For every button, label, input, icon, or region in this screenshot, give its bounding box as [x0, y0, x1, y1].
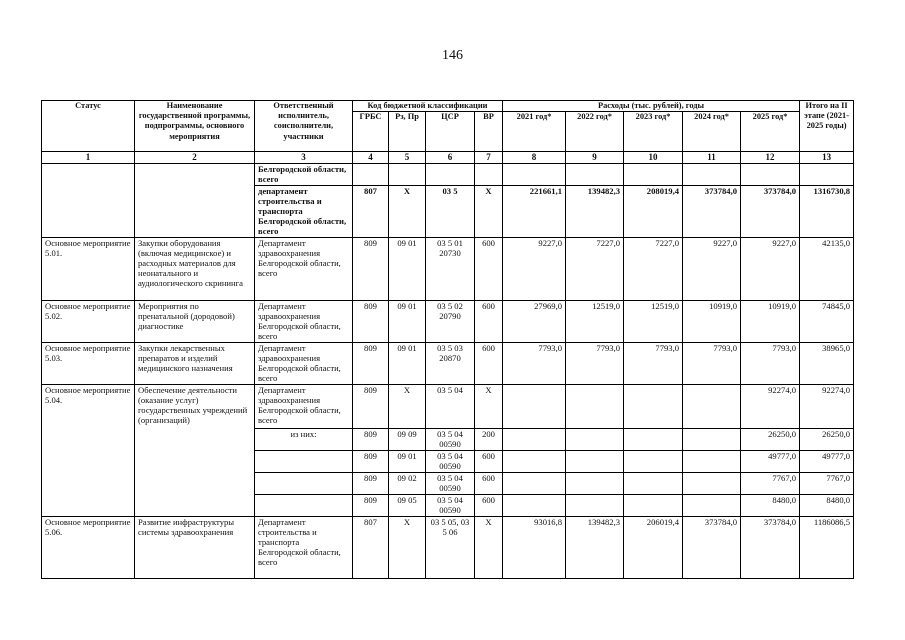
grbs-cell: 807	[353, 185, 389, 237]
value-cell	[683, 164, 741, 185]
vr-cell: 600	[475, 450, 503, 472]
col-number: 10	[624, 152, 683, 164]
csr-cell: 03 5 02 20790	[426, 300, 475, 342]
rzpr-cell: Х	[389, 516, 426, 578]
value-cell	[566, 428, 624, 450]
table-row	[42, 300, 854, 342]
value-2024-cell: 7793,0	[683, 342, 741, 384]
executor-cell	[255, 450, 353, 472]
col-number: 11	[683, 152, 741, 164]
value-2023-cell: 12519,0	[624, 300, 683, 342]
col-number: 8	[503, 152, 566, 164]
value-2023-cell: 208019,4	[624, 185, 683, 237]
total-cell: 74845,0	[800, 300, 854, 342]
value-2021-cell: 9227,0	[503, 237, 566, 300]
value-2022-cell: 139482,3	[566, 185, 624, 237]
csr-cell: 03 5 05, 03 5 06	[426, 516, 475, 578]
col-number: 9	[566, 152, 624, 164]
rzpr-cell: 09 09	[389, 428, 426, 450]
value-cell	[566, 164, 624, 185]
value-cell	[683, 450, 741, 472]
value-cell	[624, 384, 683, 428]
grbs-cell: 809	[353, 300, 389, 342]
rzpr-cell	[389, 164, 426, 185]
value-2021-cell: 27969,0	[503, 300, 566, 342]
name-cell: Закупки лекарственных препаратов и изделий медицинского назначения	[135, 342, 255, 384]
value-cell	[624, 428, 683, 450]
col-number: 7	[475, 152, 503, 164]
executor-cell: Департамент строительства и транспорта Белгородской области, всего	[255, 516, 353, 578]
header-row	[42, 101, 854, 112]
vr-cell: Х	[475, 516, 503, 578]
rzpr-cell: Х	[389, 384, 426, 428]
grbs-cell: 807	[353, 516, 389, 578]
header-rzpr: Рз, Пр	[389, 112, 426, 152]
value-2024-cell: 9227,0	[683, 237, 741, 300]
col-number: 6	[426, 152, 475, 164]
header-year-2021: 2021 год*	[503, 112, 566, 152]
page-number: 146	[442, 48, 463, 63]
total-cell: 26250,0	[800, 428, 854, 450]
value-cell	[503, 494, 566, 516]
csr-cell: 03 5 04 00590	[426, 472, 475, 494]
name-cell: Закупки оборудования (включая медицинское) и расходных материалов для неонатального и аудиологического скрининга	[135, 237, 255, 300]
value-cell	[683, 428, 741, 450]
header-year-2023: 2023 год*	[624, 112, 683, 152]
value-2024-cell: 373784,0	[683, 516, 741, 578]
value-cell	[566, 450, 624, 472]
table-row	[42, 384, 854, 428]
status-cell	[42, 164, 135, 237]
value-cell	[503, 472, 566, 494]
total-cell: 8480,0	[800, 494, 854, 516]
csr-cell	[426, 164, 475, 185]
value-2023-cell: 206019,4	[624, 516, 683, 578]
csr-cell: 03 5	[426, 185, 475, 237]
header-year-2024: 2024 год*	[683, 112, 741, 152]
grbs-cell	[353, 164, 389, 185]
header-year-2025: 2025 год*	[741, 112, 800, 152]
col-number: 12	[741, 152, 800, 164]
rzpr-cell: 09 01	[389, 300, 426, 342]
value-2021-cell: 93016,8	[503, 516, 566, 578]
value-cell	[566, 494, 624, 516]
value-cell	[624, 472, 683, 494]
name-cell: Мероприятия по пренатальной (дородовой) диагностике	[135, 300, 255, 342]
total-cell: 1186086,5	[800, 516, 854, 578]
csr-cell: 03 5 04 00590	[426, 428, 475, 450]
grbs-cell: 809	[353, 494, 389, 516]
value-cell	[566, 384, 624, 428]
vr-cell: Х	[475, 185, 503, 237]
name-cell: Обеспечение деятельности (оказание услуг) государственных учреждений (организаций)	[135, 384, 255, 516]
header-executor: Ответственный исполнитель, соисполнители, участники	[255, 101, 353, 152]
value-cell	[624, 450, 683, 472]
grbs-cell: 809	[353, 472, 389, 494]
vr-cell: 600	[475, 472, 503, 494]
table-row	[42, 164, 854, 185]
value-cell	[624, 164, 683, 185]
col-number: 4	[353, 152, 389, 164]
header-budget-classification: Код бюджетной классификации	[353, 101, 503, 112]
col-number: 3	[255, 152, 353, 164]
header-expenses: Расходы (тыс. рублей), годы	[503, 101, 800, 112]
csr-cell: 03 5 01 20730	[426, 237, 475, 300]
csr-cell: 03 5 04	[426, 384, 475, 428]
rzpr-cell: 09 01	[389, 237, 426, 300]
value-2024-cell: 10919,0	[683, 300, 741, 342]
executor-cell	[255, 494, 353, 516]
total-cell: 49777,0	[800, 450, 854, 472]
executor-cell	[255, 472, 353, 494]
value-2023-cell: 7793,0	[624, 342, 683, 384]
csr-cell: 03 5 04 00590	[426, 494, 475, 516]
csr-cell: 03 5 04 00590	[426, 450, 475, 472]
value-2021-cell: 221661,1	[503, 185, 566, 237]
value-2025-cell: 373784,0	[741, 185, 800, 237]
value-2022-cell: 7793,0	[566, 342, 624, 384]
name-cell: Развитие инфраструктуры системы здравоохранения	[135, 516, 255, 578]
value-cell	[683, 472, 741, 494]
executor-cell: Департамент здравоохранения Белгородской области, всего	[255, 342, 353, 384]
value-2025-cell: 92274,0	[741, 384, 800, 428]
value-2023-cell: 7227,0	[624, 237, 683, 300]
header-status: Статус	[42, 101, 135, 152]
executor-cell: Департамент здравоохранения Белгородской области, всего	[255, 300, 353, 342]
grbs-cell: 809	[353, 428, 389, 450]
status-cell: Основное мероприятие 5.01.	[42, 237, 135, 300]
vr-cell: Х	[475, 384, 503, 428]
vr-cell: 600	[475, 494, 503, 516]
value-cell	[800, 164, 854, 185]
total-cell: 38965,0	[800, 342, 854, 384]
vr-cell: 600	[475, 300, 503, 342]
value-cell	[683, 384, 741, 428]
vr-cell: 200	[475, 428, 503, 450]
value-cell	[624, 494, 683, 516]
value-2025-cell: 7767,0	[741, 472, 800, 494]
vr-cell: 600	[475, 237, 503, 300]
executor-cell: Департамент здравоохранения Белгородской области, всего	[255, 237, 353, 300]
header-name: Наименование государственной программы, подпрограммы, основного мероприятия	[135, 101, 255, 152]
executor-cell: департамент строительства и транспорта Белгородской области, всего	[255, 185, 353, 237]
value-cell	[566, 472, 624, 494]
value-cell	[503, 450, 566, 472]
status-cell: Основное мероприятие 5.04.	[42, 384, 135, 516]
rzpr-cell: 09 05	[389, 494, 426, 516]
rzpr-cell: 09 01	[389, 450, 426, 472]
executor-cell: из них:	[255, 428, 353, 450]
total-cell: 42135,0	[800, 237, 854, 300]
vr-cell	[475, 164, 503, 185]
status-cell: Основное мероприятие 5.03.	[42, 342, 135, 384]
value-2022-cell: 139482,3	[566, 516, 624, 578]
value-cell	[683, 494, 741, 516]
value-2024-cell: 373784,0	[683, 185, 741, 237]
rzpr-cell: 09 02	[389, 472, 426, 494]
value-2021-cell: 7793,0	[503, 342, 566, 384]
value-cell	[741, 164, 800, 185]
value-2022-cell: 12519,0	[566, 300, 624, 342]
executor-cell: Департамент здравоохранения Белгородской области, всего	[255, 384, 353, 428]
status-cell: Основное мероприятие 5.02.	[42, 300, 135, 342]
name-cell	[135, 164, 255, 237]
status-cell: Основное мероприятие 5.06.	[42, 516, 135, 578]
value-2022-cell: 7227,0	[566, 237, 624, 300]
header-total: Итого на II этапе (2021-2025 годы)	[800, 101, 854, 152]
col-number: 2	[135, 152, 255, 164]
header-grbs: ГРБС	[353, 112, 389, 152]
value-2025-cell: 7793,0	[741, 342, 800, 384]
vr-cell: 600	[475, 342, 503, 384]
value-2025-cell: 49777,0	[741, 450, 800, 472]
total-cell: 1316730,8	[800, 185, 854, 237]
rzpr-cell: Х	[389, 185, 426, 237]
value-2025-cell: 10919,0	[741, 300, 800, 342]
value-cell	[503, 384, 566, 428]
col-number: 13	[800, 152, 854, 164]
budget-table	[41, 100, 854, 579]
grbs-cell: 809	[353, 342, 389, 384]
table-row	[42, 237, 854, 300]
column-number-row	[42, 152, 854, 164]
executor-cell: Белгородской области, всего	[255, 164, 353, 185]
value-cell	[503, 428, 566, 450]
grbs-cell: 809	[353, 384, 389, 428]
col-number: 5	[389, 152, 426, 164]
value-2025-cell: 373784,0	[741, 516, 800, 578]
grbs-cell: 809	[353, 237, 389, 300]
grbs-cell: 809	[353, 450, 389, 472]
total-cell: 7767,0	[800, 472, 854, 494]
header-year-2022: 2022 год*	[566, 112, 624, 152]
value-2025-cell: 26250,0	[741, 428, 800, 450]
csr-cell: 03 5 03 20870	[426, 342, 475, 384]
rzpr-cell: 09 01	[389, 342, 426, 384]
table-row	[42, 516, 854, 578]
col-number: 1	[42, 152, 135, 164]
value-2025-cell: 8480,0	[741, 494, 800, 516]
header-vr: ВР	[475, 112, 503, 152]
header-csr: ЦСР	[426, 112, 475, 152]
table-row	[42, 342, 854, 384]
value-2025-cell: 9227,0	[741, 237, 800, 300]
value-cell	[503, 164, 566, 185]
total-cell: 92274,0	[800, 384, 854, 428]
